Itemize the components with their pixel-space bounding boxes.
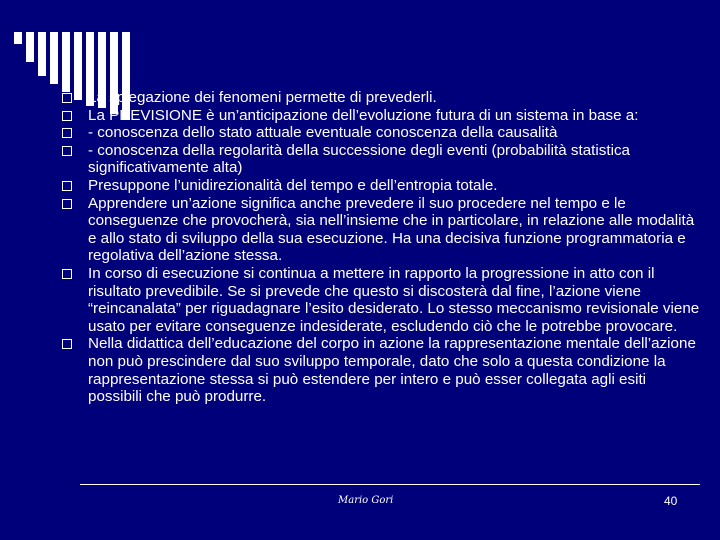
stripe: [62, 32, 70, 92]
hollow-square-icon: [62, 128, 72, 138]
stripe: [50, 32, 58, 84]
list-item: [62, 107, 702, 125]
bullet-text: La PREVISIONE è un’anticipazione dell’evoluzione futura di un sistema in base a:: [88, 106, 639, 124]
footer-divider: [80, 484, 700, 485]
bullet-text: Presuppone l’unidirezionalità del tempo e dell’entropia totale.: [88, 176, 498, 194]
hollow-square-icon: [62, 339, 72, 349]
bullet-text: - conoscenza della regolarità della successione degli eventi (probabilità statistica significativamente alta): [88, 141, 630, 177]
bullet-list: [62, 89, 702, 406]
list-item: [62, 177, 702, 195]
hollow-square-icon: [62, 111, 72, 121]
bullet-text: - conoscenza dello stato attuale eventuale conoscenza della causalità: [88, 124, 558, 142]
page-number: 40: [664, 494, 678, 508]
stripe: [38, 32, 46, 76]
list-item: [62, 89, 702, 107]
bullet-text: La spiegazione dei fenomeni permette di prevederli.: [88, 89, 437, 106]
stripe: [26, 32, 34, 62]
hollow-square-icon: [62, 269, 72, 279]
hollow-square-icon: [62, 146, 72, 156]
list-item: [62, 124, 702, 142]
bullet-text: Nella didattica dell’educazione del corpo in azione la rappresentazione mentale dell’azione non può prescindere dal suo sviluppo temporale, dato che solo a questa condizione la rappresentazione stessa si può estendere per intero e può esser collegata agli esiti possibili che può produrre.: [88, 335, 696, 406]
list-item: [62, 335, 702, 405]
hollow-square-icon: [62, 181, 72, 191]
hollow-square-icon: [62, 199, 72, 209]
footer-author: Mario Gori: [338, 495, 394, 506]
list-item: [62, 195, 702, 265]
stripe: [14, 32, 22, 44]
hollow-square-icon: [62, 93, 72, 103]
bullet-text: In corso di esecuzione si continua a mettere in rapporto la progressione in atto con il risultato prevedibile. Se si prevede che questo si discosterà dal fine, l’azione viene “reincanalata” per riguadagnare l’esito desiderato. Lo stesso meccanismo revisionale viene usato per evitare conseguenze indesiderate, escludendo ciò che le potrebbe provocare.: [88, 264, 700, 335]
list-item: [62, 142, 702, 177]
bullet-text: Apprendere un’azione significa anche prevedere il suo procedere nel tempo e le conseguenze che provocherà, sia nell’insieme che in particolare, in relazione alle modalità e allo stato di sviluppo della sua esecuzione. Ha una decisiva funzione programmatoria e regolativa dell’azione stessa.: [88, 194, 695, 265]
list-item: [62, 265, 702, 335]
